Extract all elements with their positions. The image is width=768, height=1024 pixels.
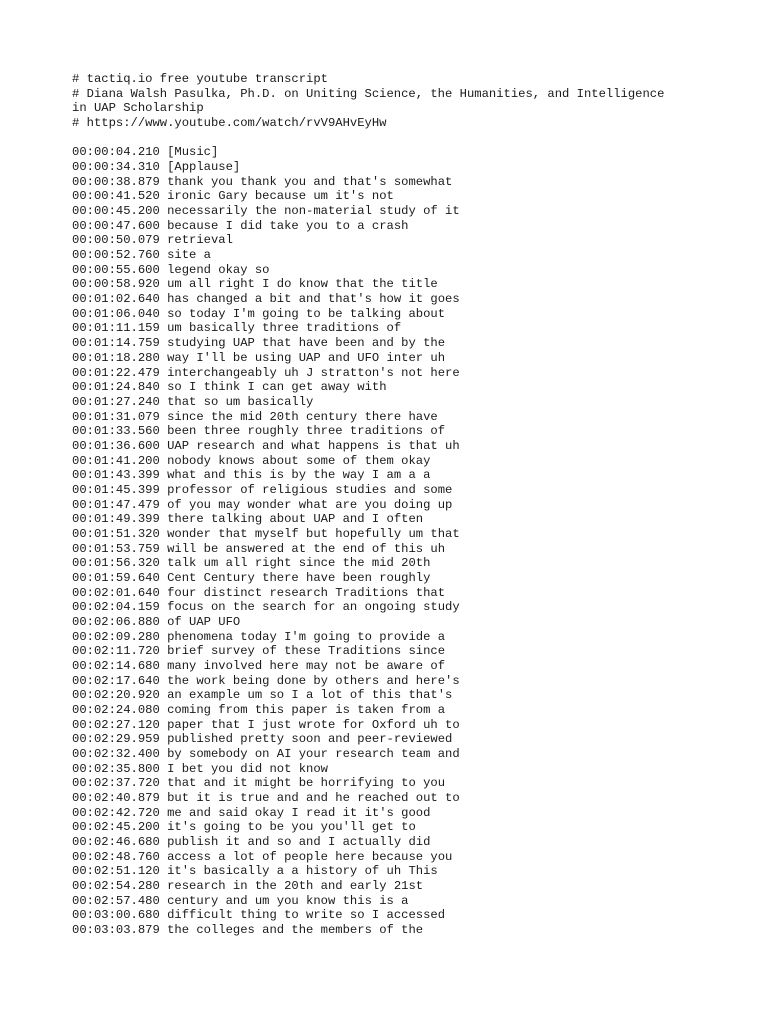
transcript-line bbox=[72, 204, 712, 219]
transcript-line bbox=[72, 644, 712, 659]
transcript-text: me and said okay I read it it's good bbox=[167, 805, 431, 820]
transcript-line bbox=[72, 366, 712, 381]
transcript-document bbox=[72, 72, 712, 938]
transcript-line bbox=[72, 527, 712, 542]
transcript-line bbox=[72, 718, 712, 733]
transcript-line bbox=[72, 923, 712, 938]
transcript-line bbox=[72, 321, 712, 336]
transcript-text: of UAP UFO bbox=[167, 614, 241, 629]
header-url-line: # https://www.youtube.com/watch/rvV9AHvEyHw bbox=[72, 116, 387, 131]
timestamp: 00:01:33.560 bbox=[72, 424, 160, 439]
timestamp: 00:02:45.200 bbox=[72, 820, 160, 835]
timestamp: 00:03:03.879 bbox=[72, 923, 160, 938]
transcript-line bbox=[72, 175, 712, 190]
timestamp: 00:02:48.760 bbox=[72, 849, 160, 864]
timestamp: 00:02:04.159 bbox=[72, 600, 160, 615]
transcript-text: many involved here may not be aware of bbox=[167, 658, 446, 673]
transcript-line bbox=[72, 336, 712, 351]
header-source-line: # tactiq.io free youtube transcript bbox=[72, 72, 328, 86]
timestamp: 00:02:42.720 bbox=[72, 805, 160, 820]
transcript-line bbox=[72, 233, 712, 248]
transcript-line bbox=[72, 292, 712, 307]
timestamp: 00:02:27.120 bbox=[72, 717, 160, 732]
transcript-text: phenomena today I'm going to provide a bbox=[167, 629, 446, 644]
transcript-line bbox=[72, 498, 712, 513]
transcript-line bbox=[72, 380, 712, 395]
timestamp: 00:01:18.280 bbox=[72, 350, 160, 365]
transcript-text: what and this is by the way I am a a bbox=[167, 468, 431, 483]
timestamp: 00:02:54.280 bbox=[72, 879, 160, 894]
timestamp: 00:01:45.399 bbox=[72, 482, 160, 497]
timestamp: 00:01:27.240 bbox=[72, 394, 160, 409]
timestamp: 00:00:58.920 bbox=[72, 277, 160, 292]
transcript-text: Cent Century there have been roughly bbox=[167, 570, 431, 585]
transcript-text: studying UAP that have been and by the bbox=[167, 336, 446, 351]
timestamp: 00:02:24.080 bbox=[72, 702, 160, 717]
transcript-line bbox=[72, 454, 712, 469]
transcript-line bbox=[72, 850, 712, 865]
transcript-line bbox=[72, 835, 712, 850]
transcript-text: way I'll be using UAP and UFO inter uh bbox=[167, 350, 446, 365]
transcript-line bbox=[72, 820, 712, 835]
transcript-line bbox=[72, 688, 712, 703]
transcript-lines bbox=[72, 145, 712, 937]
transcript-text: of you may wonder what are you doing up bbox=[167, 497, 453, 512]
transcript-text: difficult thing to write so I accessed bbox=[167, 908, 446, 923]
transcript-line bbox=[72, 160, 712, 175]
transcript-text: century and um you know this is a bbox=[167, 893, 409, 908]
timestamp: 00:02:17.640 bbox=[72, 673, 160, 688]
timestamp: 00:02:29.959 bbox=[72, 732, 160, 747]
timestamp: 00:01:14.759 bbox=[72, 336, 160, 351]
timestamp: 00:02:06.880 bbox=[72, 614, 160, 629]
timestamp: 00:02:57.480 bbox=[72, 893, 160, 908]
transcript-text: the work being done by others and here's bbox=[167, 673, 460, 688]
header-spacer bbox=[72, 131, 712, 146]
timestamp: 00:00:50.079 bbox=[72, 233, 160, 248]
transcript-text: thank you thank you and that's somewhat bbox=[167, 174, 453, 189]
timestamp: 00:00:45.200 bbox=[72, 204, 160, 219]
timestamp: 00:01:59.640 bbox=[72, 570, 160, 585]
timestamp: 00:02:40.879 bbox=[72, 790, 160, 805]
transcript-text: I bet you did not know bbox=[167, 761, 328, 776]
timestamp: 00:01:56.320 bbox=[72, 556, 160, 571]
transcript-line bbox=[72, 630, 712, 645]
transcript-text: the colleges and the members of the bbox=[167, 923, 424, 938]
transcript-line bbox=[72, 615, 712, 630]
header-title-line: # Diana Walsh Pasulka, Ph.D. on Uniting Science, the Humanities, and Intelligence bbox=[72, 86, 665, 101]
transcript-text: necessarily the non-material study of it bbox=[167, 204, 460, 219]
transcript-text: there talking about UAP and I often bbox=[167, 512, 424, 527]
timestamp: 00:02:09.280 bbox=[72, 629, 160, 644]
timestamp: 00:01:24.840 bbox=[72, 380, 160, 395]
timestamp: 00:01:49.399 bbox=[72, 512, 160, 527]
timestamp: 00:02:20.920 bbox=[72, 688, 160, 703]
transcript-line bbox=[72, 908, 712, 923]
transcript-line bbox=[72, 864, 712, 879]
transcript-text: UAP research and what happens is that uh bbox=[167, 438, 460, 453]
timestamp: 00:01:06.040 bbox=[72, 306, 160, 321]
transcript-text: coming from this paper is taken from a bbox=[167, 702, 446, 717]
transcript-text: paper that I just wrote for Oxford uh to bbox=[167, 717, 460, 732]
transcript-line bbox=[72, 762, 712, 777]
timestamp: 00:02:01.640 bbox=[72, 585, 160, 600]
timestamp: 00:01:36.600 bbox=[72, 438, 160, 453]
transcript-line bbox=[72, 307, 712, 322]
timestamp: 00:00:41.520 bbox=[72, 189, 160, 204]
transcript-line bbox=[72, 189, 712, 204]
timestamp: 00:01:41.200 bbox=[72, 453, 160, 468]
transcript-text: interchangeably uh J stratton's not here bbox=[167, 365, 460, 380]
transcript-text: by somebody on AI your research team and bbox=[167, 746, 460, 761]
transcript-line bbox=[72, 747, 712, 762]
transcript-text: ironic Gary because um it's not bbox=[167, 189, 394, 204]
transcript-line bbox=[72, 277, 712, 292]
transcript-text: publish it and so and I actually did bbox=[167, 835, 431, 849]
transcript-text: [Applause] bbox=[167, 160, 241, 175]
transcript-line bbox=[72, 248, 712, 263]
transcript-line bbox=[72, 776, 712, 791]
timestamp: 00:03:00.680 bbox=[72, 908, 160, 923]
transcript-line bbox=[72, 732, 712, 747]
transcript-text: [Music] bbox=[167, 145, 219, 160]
transcript-line bbox=[72, 806, 712, 821]
transcript-text: research in the 20th and early 21st bbox=[167, 879, 424, 894]
transcript-text: it's going to be you you'll get to bbox=[167, 820, 416, 835]
transcript-text: professor of religious studies and some bbox=[167, 482, 453, 497]
transcript-line bbox=[72, 894, 712, 909]
header-title-continuation: in UAP Scholarship bbox=[72, 101, 204, 116]
transcript-line bbox=[72, 424, 712, 439]
transcript-line bbox=[72, 483, 712, 498]
timestamp: 00:01:47.479 bbox=[72, 497, 160, 512]
transcript-text: that so um basically bbox=[167, 394, 314, 409]
timestamp: 00:02:35.800 bbox=[72, 761, 160, 776]
timestamp: 00:00:04.210 bbox=[72, 145, 160, 160]
transcript-text: so today I'm going to be talking about bbox=[167, 306, 446, 321]
timestamp: 00:02:14.680 bbox=[72, 658, 160, 673]
transcript-text: published pretty soon and peer-reviewed bbox=[167, 732, 453, 747]
timestamp: 00:01:22.479 bbox=[72, 365, 160, 380]
timestamp: 00:02:11.720 bbox=[72, 644, 160, 659]
transcript-text: because I did take you to a crash bbox=[167, 218, 409, 233]
transcript-text: nobody knows about some of them okay bbox=[167, 453, 431, 468]
transcript-text: um basically three traditions of bbox=[167, 321, 402, 336]
timestamp: 00:00:38.879 bbox=[72, 174, 160, 189]
timestamp: 00:00:55.600 bbox=[72, 262, 160, 277]
transcript-line bbox=[72, 468, 712, 483]
transcript-text: focus on the search for an ongoing study bbox=[167, 600, 460, 615]
timestamp: 00:01:11.159 bbox=[72, 321, 160, 336]
transcript-line bbox=[72, 600, 712, 615]
timestamp: 00:00:34.310 bbox=[72, 160, 160, 175]
transcript-text: site a bbox=[167, 248, 211, 263]
transcript-text: it's basically a a history of uh This bbox=[167, 864, 438, 879]
transcript-line bbox=[72, 586, 712, 601]
transcript-text: been three roughly three traditions of bbox=[167, 424, 446, 439]
transcript-text: retrieval bbox=[167, 233, 233, 248]
transcript-text: legend okay so bbox=[167, 262, 270, 277]
transcript-text: four distinct research Traditions that bbox=[167, 585, 446, 600]
timestamp: 00:02:51.120 bbox=[72, 864, 160, 879]
transcript-text: has changed a bit and that's how it goes bbox=[167, 292, 460, 307]
transcript-text: so I think I can get away with bbox=[167, 380, 387, 395]
transcript-line bbox=[72, 219, 712, 234]
transcript-text: will be answered at the end of this uh bbox=[167, 541, 446, 556]
timestamp: 00:02:32.400 bbox=[72, 746, 160, 761]
timestamp: 00:00:52.760 bbox=[72, 248, 160, 263]
transcript-line bbox=[72, 439, 712, 454]
timestamp: 00:01:51.320 bbox=[72, 526, 160, 541]
transcript-line bbox=[72, 571, 712, 586]
transcript-line bbox=[72, 542, 712, 557]
timestamp: 00:02:46.680 bbox=[72, 835, 160, 849]
transcript-line bbox=[72, 410, 712, 425]
transcript-line bbox=[72, 879, 712, 894]
timestamp: 00:01:43.399 bbox=[72, 468, 160, 483]
timestamp: 00:02:37.720 bbox=[72, 776, 160, 791]
transcript-text: that and it might be horrifying to you bbox=[167, 776, 446, 791]
transcript-text: um all right I do know that the title bbox=[167, 277, 438, 292]
transcript-line bbox=[72, 145, 712, 160]
transcript-line bbox=[72, 263, 712, 278]
transcript-line bbox=[72, 674, 712, 689]
transcript-text: an example um so I a lot of this that's bbox=[167, 688, 453, 703]
transcript-text: brief survey of these Traditions since bbox=[167, 644, 446, 659]
timestamp: 00:00:47.600 bbox=[72, 218, 160, 233]
transcript-line bbox=[72, 512, 712, 527]
transcript-line bbox=[72, 703, 712, 718]
timestamp: 00:01:31.079 bbox=[72, 409, 160, 424]
transcript-line bbox=[72, 659, 712, 674]
transcript-text: but it is true and and he reached out to bbox=[167, 790, 460, 805]
transcript-text: talk um all right since the mid 20th bbox=[167, 556, 431, 571]
timestamp: 00:01:53.759 bbox=[72, 541, 160, 556]
transcript-line bbox=[72, 556, 712, 571]
transcript-line bbox=[72, 791, 712, 806]
transcript-text: wonder that myself but hopefully um that bbox=[167, 526, 460, 541]
transcript-line bbox=[72, 395, 712, 410]
timestamp: 00:01:02.640 bbox=[72, 292, 160, 307]
transcript-text: access a lot of people here because you bbox=[167, 849, 453, 864]
transcript-text: since the mid 20th century there have bbox=[167, 409, 438, 424]
transcript-line bbox=[72, 351, 712, 366]
